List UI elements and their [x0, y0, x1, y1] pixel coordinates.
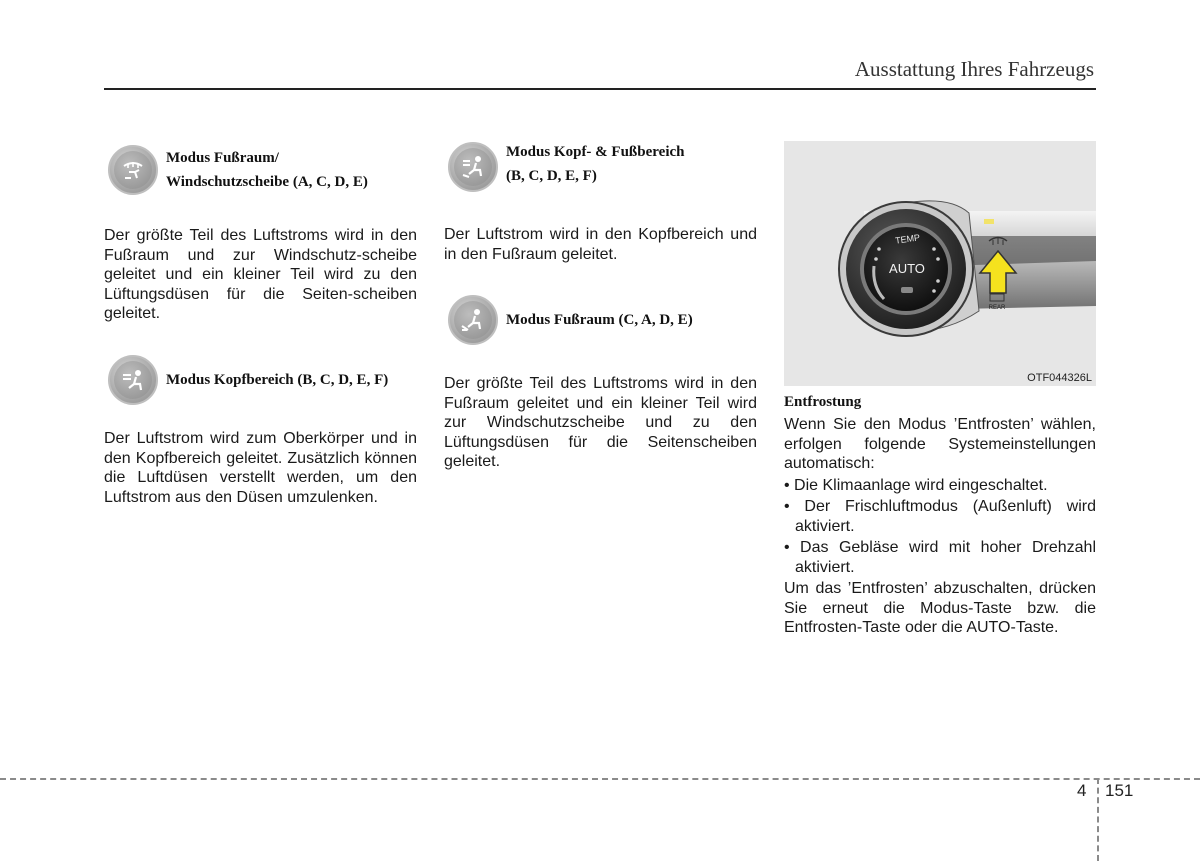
mode-title-line1: Modus Kopf- & Fußbereich: [506, 144, 685, 160]
floor-mode-icon: [448, 295, 498, 345]
chapter-number: 4: [1077, 781, 1087, 800]
mode-floor: [448, 295, 693, 345]
subheading-defrost: Entfrostung: [784, 394, 862, 410]
footer-rule: [0, 778, 1200, 780]
rear-button-label: REAR: [988, 305, 1006, 311]
mode-title-line1: Modus Fußraum/: [166, 150, 279, 166]
header-rule: [104, 88, 1096, 90]
climate-control-photo: [784, 141, 1096, 386]
paragraph-floor-windshield: Der größte Teil des Luftstroms wird in den Fußraum und zur Windschutz-scheibe geleitet und ein kleiner Teil wird zu den Lüftungsdüsen für die Seiten-scheiben geleitet.: [104, 227, 417, 322]
mode-face: [108, 355, 388, 405]
bullet-item: • Der Frischluftmodus (Außenluft) wird aktiviert.: [784, 498, 1096, 535]
paragraph-bi-level: Der Luftstrom wird in den Kopfbereich und in den Fußraum geleitet.: [444, 226, 757, 263]
bi-level-mode-icon: [448, 142, 498, 192]
figure-caption: OTF044326L: [1027, 372, 1092, 384]
mode-bi-level: [448, 140, 684, 192]
paragraph-face: Der Luftstrom wird zum Oberkörper und in den Kopfbereich geleitet. Zusätzlich können die Luftdüsen verstellt werden, um den Luftstrom aus den Düsen umzulenken.: [104, 430, 417, 506]
mode-title-line2: Windschutzscheibe (A, C, D, E): [166, 174, 368, 190]
floor-windshield-mode-icon: [108, 145, 158, 195]
section-title: Ausstattung Ihres Fahrzeugs: [854, 57, 1094, 81]
bullet-item: • Das Gebläse wird mit hoher Drehzahl aktiviert.: [784, 539, 1096, 576]
bullet-item: • Die Klimaanlage wird eingeschaltet.: [784, 476, 1048, 494]
face-mode-icon: [108, 355, 158, 405]
mode-title: Modus Kopfbereich (B, C, D, E, F): [166, 372, 389, 388]
mode-floor-windshield: [108, 145, 368, 195]
page-number: 151: [1105, 781, 1134, 800]
footer-divider: [1097, 778, 1099, 861]
knob-temp-label: TEMP: [894, 232, 921, 246]
defrost-description: [784, 415, 1096, 638]
defrost-outro: Um das ’Entfrosten’ abzuschalten, drücken Sie erneut die Modus-Taste bzw. die Entfrosten-Taste oder die AUTO-Taste.: [784, 580, 1096, 636]
mode-title-line2: (B, C, D, E, F): [506, 168, 597, 184]
paragraph-floor: Der größte Teil des Luftstroms wird in den Fußraum geleitet und ein kleiner Teil wird zur Windschutzscheibe und zu den Lüftungsdüsen für die Seitenscheiben geleitet.: [444, 375, 757, 470]
defrost-intro: Wenn Sie den Modus ’Entfrosten’ wählen, erfolgen folgende Systemeinstellungen automatisch:: [784, 416, 1096, 472]
knob-auto-label: AUTO: [889, 261, 925, 276]
mode-title: Modus Fußraum (C, A, D, E): [506, 312, 693, 328]
